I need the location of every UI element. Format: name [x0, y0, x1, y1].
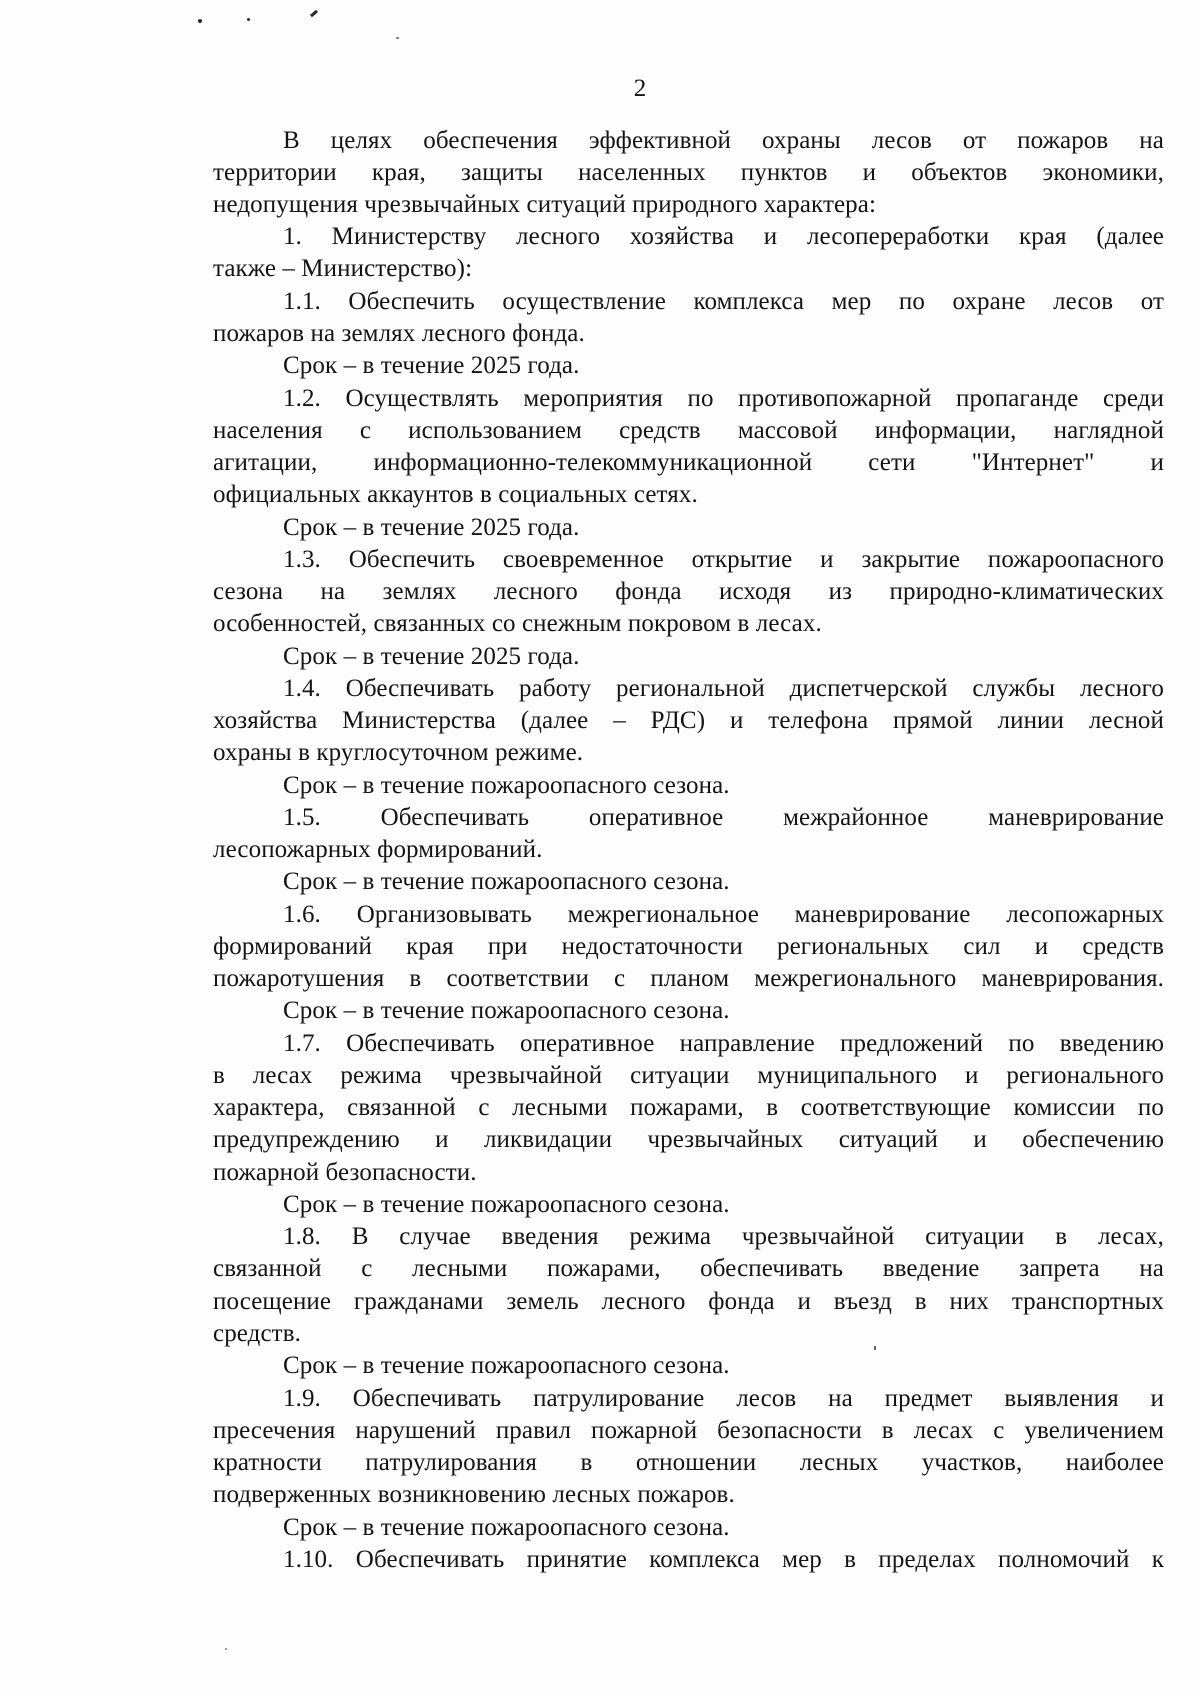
text-line: В целях обеспечения эффективной охраны лесов от пожаров на	[283, 127, 1164, 154]
text-line: пожаротушения в соответствии с планом межрегионального маневрирования.	[213, 965, 1164, 992]
text-line: 1.8. В случае введения режима чрезвычайной ситуации в лесах,	[283, 1223, 1164, 1250]
text-line: особенностей, связанных со снежным покровом в лесах.	[213, 610, 822, 637]
deadline-line: Срок – в течение пожароопасного сезона.	[283, 868, 730, 895]
text-line: сезона на землях лесного фонда исходя из природно-климатических	[213, 578, 1164, 605]
text-line: 1.2. Осуществлять мероприятия по противопожарной пропаганде среди	[283, 385, 1164, 412]
text-line: 1. Министерству лесного хозяйства и лесопереработки края (далее	[283, 223, 1164, 250]
text-line: 1.10. Обеспечивать принятие комплекса мер в пределах полномочий к	[283, 1546, 1164, 1573]
text-line: посещение гражданами земель лесного фонда и въезд в них транспортных	[213, 1288, 1164, 1315]
scan-speck	[396, 37, 399, 39]
text-line: характера, связанной с лесными пожарами, в соответствующие комиссии по	[213, 1094, 1164, 1121]
text-line: лесопожарных формирований.	[213, 836, 543, 863]
text-line: 1.9. Обеспечивать патрулирование лесов на предмет выявления и	[283, 1385, 1164, 1412]
text-line: также – Министерство):	[213, 255, 473, 282]
scan-speck	[310, 10, 318, 17]
text-line: средств.	[213, 1320, 301, 1347]
text-line: недопущения чрезвычайных ситуаций природного характера:	[213, 191, 877, 218]
scan-speck	[198, 19, 202, 23]
text-line: территории края, защиты населенных пунктов и объектов экономики,	[213, 159, 1164, 186]
text-line: агитации, информационно-телекоммуникационной сети "Интернет" и	[213, 449, 1164, 476]
text-line: 1.3. Обеспечить своевременное открытие и закрытие пожароопасного	[283, 546, 1164, 573]
deadline-line: Срок – в течение 2025 года.	[283, 643, 580, 670]
text-line: пожарной безопасности.	[213, 1159, 477, 1186]
deadline-line: Срок – в течение 2025 года.	[283, 514, 580, 541]
text-line: 1.5. Обеспечивать оперативное межрайонное маневрирование	[283, 804, 1164, 831]
text-line: связанной с лесными пожарами, обеспечивать введение запрета на	[213, 1255, 1164, 1282]
text-line: 1.1. Обеспечить осуществление комплекса мер по охране лесов от	[283, 288, 1164, 315]
deadline-line: Срок – в течение пожароопасного сезона.	[283, 1191, 730, 1218]
deadline-line: Срок – в течение пожароопасного сезона.	[283, 772, 730, 799]
deadline-line: Срок – в течение 2025 года.	[283, 352, 580, 379]
text-line: кратности патрулирования в отношении лесных участков, наиболее	[213, 1449, 1164, 1476]
text-line: охраны в круглосуточном режиме.	[213, 739, 584, 766]
text-line: пожаров на землях лесного фонда.	[213, 320, 585, 347]
deadline-line: Срок – в течение пожароопасного сезона.	[283, 997, 730, 1024]
scan-speck	[247, 18, 250, 21]
deadline-line: Срок – в течение пожароопасного сезона.	[283, 1352, 730, 1379]
text-line: формирований края при недостаточности региональных сил и средств	[213, 933, 1164, 960]
text-line: официальных аккаунтов в социальных сетях.	[213, 481, 698, 508]
deadline-line: Срок – в течение пожароопасного сезона.	[283, 1514, 730, 1541]
text-line: подверженных возникновению лесных пожаров.	[213, 1481, 735, 1508]
text-line: хозяйства Министерства (далее – РДС) и телефона прямой линии лесной	[213, 707, 1164, 734]
text-line: предупреждению и ликвидации чрезвычайных ситуаций и обеспечению	[213, 1126, 1164, 1153]
text-line: пресечения нарушений правил пожарной безопасности в лесах с увеличением	[213, 1417, 1164, 1444]
text-line: 1.4. Обеспечивать работу региональной диспетчерской службы лесного	[283, 675, 1164, 702]
text-line: населения с использованием средств массовой информации, наглядной	[213, 417, 1164, 444]
text-line: 1.7. Обеспечивать оперативное направление предложений по введению	[283, 1030, 1164, 1057]
text-line: 1.6. Организовывать межрегиональное маневрирование лесопожарных	[283, 901, 1164, 928]
scan-speck	[225, 1648, 227, 1650]
text-line: в лесах режима чрезвычайной ситуации муниципального и регионального	[213, 1062, 1164, 1089]
page-number: 2	[633, 75, 647, 102]
